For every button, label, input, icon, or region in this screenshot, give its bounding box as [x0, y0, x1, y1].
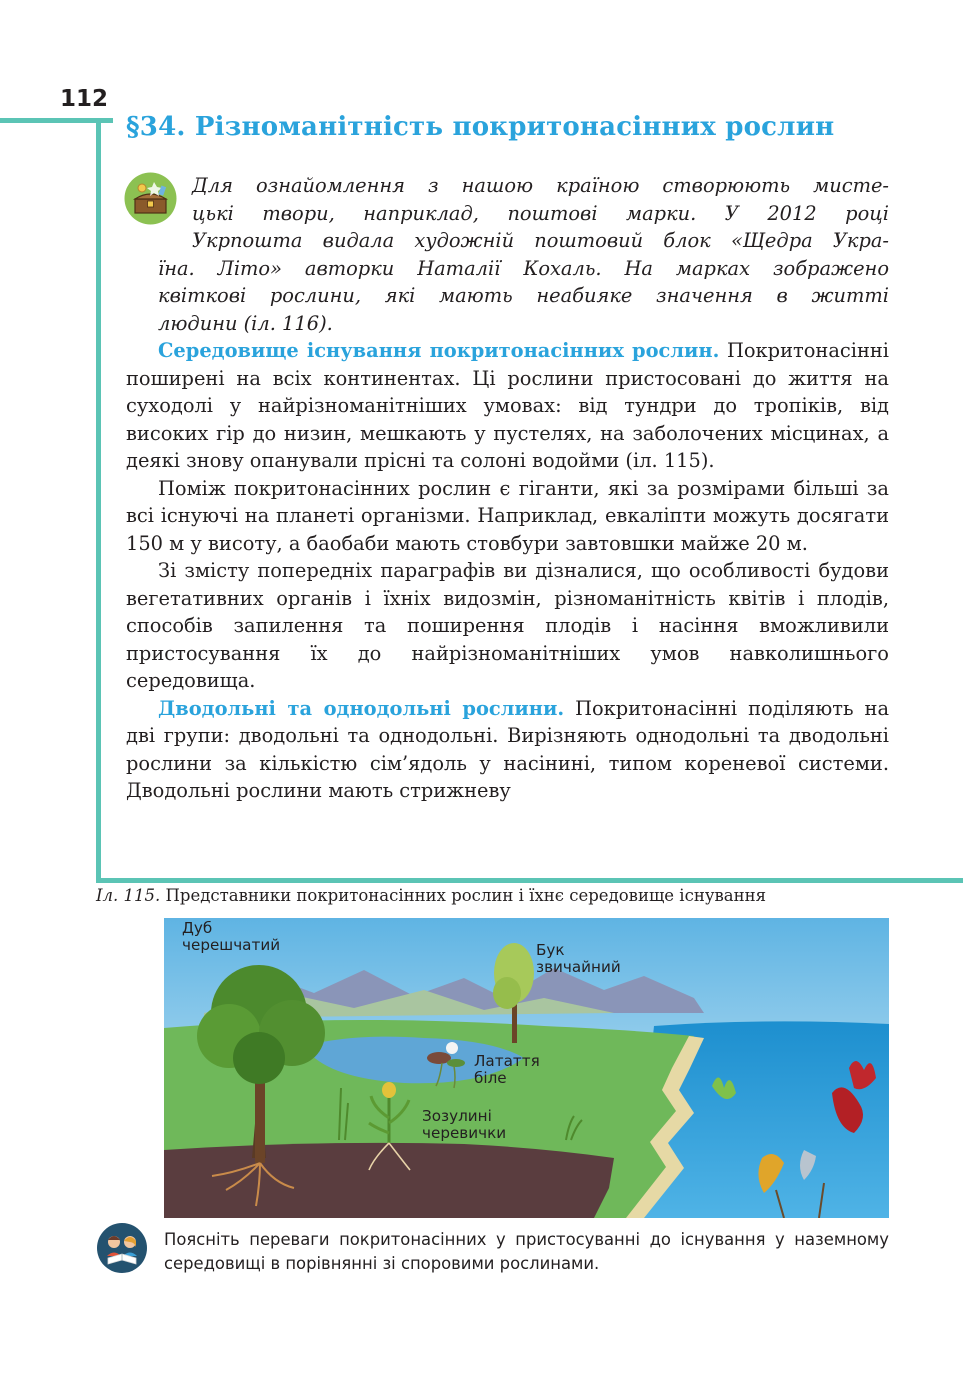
intro-paragraph — [126, 172, 889, 337]
label-orchid: Зозулині черевички — [422, 1107, 507, 1142]
soil — [164, 1143, 614, 1218]
label-oak: Дуб черешчатий — [182, 919, 281, 954]
students-reading-icon — [96, 1222, 148, 1274]
figure-caption — [96, 886, 896, 905]
paragraph-text: Поміж покритонасінних рослин є гіганти, які за розмірами більші за всі існуючі на планеті організми. Наприклад, евкаліпти можуть досягати 150 м у висоту, а баобаби мають стовбури завтовшки майже 20 м. — [126, 476, 889, 555]
label-water-lily: Латаття біле — [474, 1052, 540, 1087]
frame-bottom-line — [96, 878, 963, 883]
paragraph-habitat — [126, 337, 889, 475]
page-title: §34. Різноманітність покритонасінних рослин — [126, 112, 835, 142]
intro-line: Для ознайомлення з нашою країною створюють мисте- — [192, 174, 889, 197]
paragraph-giants — [126, 475, 889, 558]
section-heading: Дводольні та однодольні рослини. — [158, 696, 565, 720]
habitat-illustration — [164, 918, 889, 1218]
paragraph-adaptations — [126, 557, 889, 695]
paragraph-text: Покритонасінні поширені на всіх континентах. Ці рослини пристосовані до життя на суходолі у найрізноманітніших умовах: від тундри до тропіків, від високих гір до низин, мешкають у пустелях, на заболочених місцинах, а деякі знову опанували прісні та солоні водойми (іл. 115). — [126, 339, 889, 472]
figure-caption-text: Представники покритонасінних рослин і їхнє середовище існування — [160, 886, 767, 905]
intro-line: їна. Літо» авторки Наталії Кохаль. На марках зображено — [158, 256, 889, 280]
intro-line: цькі твори, наприклад, поштові марки. У 2012 році — [192, 201, 889, 225]
intro-line: Укрпошта видала художній поштовий блок «Щедра Укра- — [192, 229, 889, 252]
text-block — [126, 172, 889, 805]
figure-label: Іл. 115. — [96, 886, 161, 905]
intro-line: людини (іл. 116). — [158, 311, 333, 335]
intro-line: квіткові рослини, які мають неабияке значення в житті — [158, 284, 889, 307]
paragraph-dicots-monocots — [126, 695, 889, 805]
section-heading: Середовище існування покритонасінних рослин. — [158, 339, 720, 362]
paragraph-text: Покритонасінні поділяють на дві групи: дводольні та однодольні. Вирізняють однодольні та дводольні рослини за кількістю сім’ядоль у насінині, типом кореневої системи. Дводольні рослини мають стрижневу — [126, 696, 890, 802]
frame-left-line — [96, 118, 101, 883]
page-number: 112 — [60, 86, 109, 112]
label-beech: Бук звичайний — [536, 941, 621, 976]
question-text: Поясніть переваги покритонасінних у пристосуванні до існування у наземному середовищі в порівнянні зі споровими рослинами. — [164, 1230, 889, 1273]
paragraph-text: Зі змісту попередніх параграфів ви дізналися, що особливості будови вегетативних органів і їхніх видозмін, різноманітність квітів і плодів, способів запилення та поширення плодів і насіння вможливили пристосування їх до найрізноманітніших умов навколишнього середовища. — [126, 559, 889, 692]
